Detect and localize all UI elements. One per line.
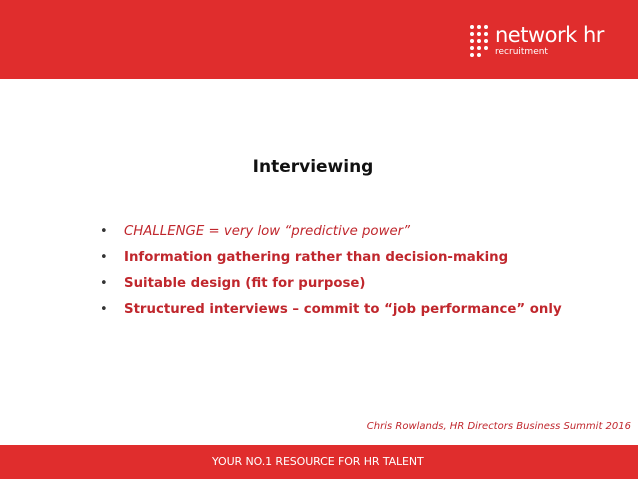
bullet-text: Structured interviews – commit to “job performance” only — [124, 302, 562, 317]
header-bar — [0, 0, 638, 79]
bullet-item — [100, 302, 562, 328]
bullet-dot-icon: • — [100, 250, 108, 265]
slide-title: Interviewing — [252, 157, 374, 177]
bullet-dot-icon: • — [100, 224, 108, 239]
footer-tagline: YOUR NO.1 RESOURCE FOR HR TALENT — [212, 455, 424, 468]
bullet-text: Information gathering rather than decision-making — [124, 250, 509, 265]
bullet-item — [100, 250, 562, 276]
bullet-text: CHALLENGE = very low “predictive power” — [124, 224, 410, 239]
bullet-item — [100, 224, 562, 250]
logo-dots-icon — [470, 25, 489, 58]
logo-subtitle: recruitment — [495, 47, 548, 57]
source-credit: Chris Rowlands, HR Directors Business Summit 2016 — [366, 421, 631, 432]
bullet-item — [100, 276, 562, 302]
logo-name: network hr — [495, 23, 604, 47]
bullet-text: Suitable design (fit for purpose) — [124, 276, 366, 291]
bullet-list — [100, 224, 562, 328]
bullet-dot-icon: • — [100, 276, 108, 291]
footer-bar — [0, 445, 638, 479]
slide-title-wrapper — [0, 157, 638, 177]
network-hr-logo — [470, 24, 604, 58]
bullet-dot-icon: • — [100, 302, 108, 317]
